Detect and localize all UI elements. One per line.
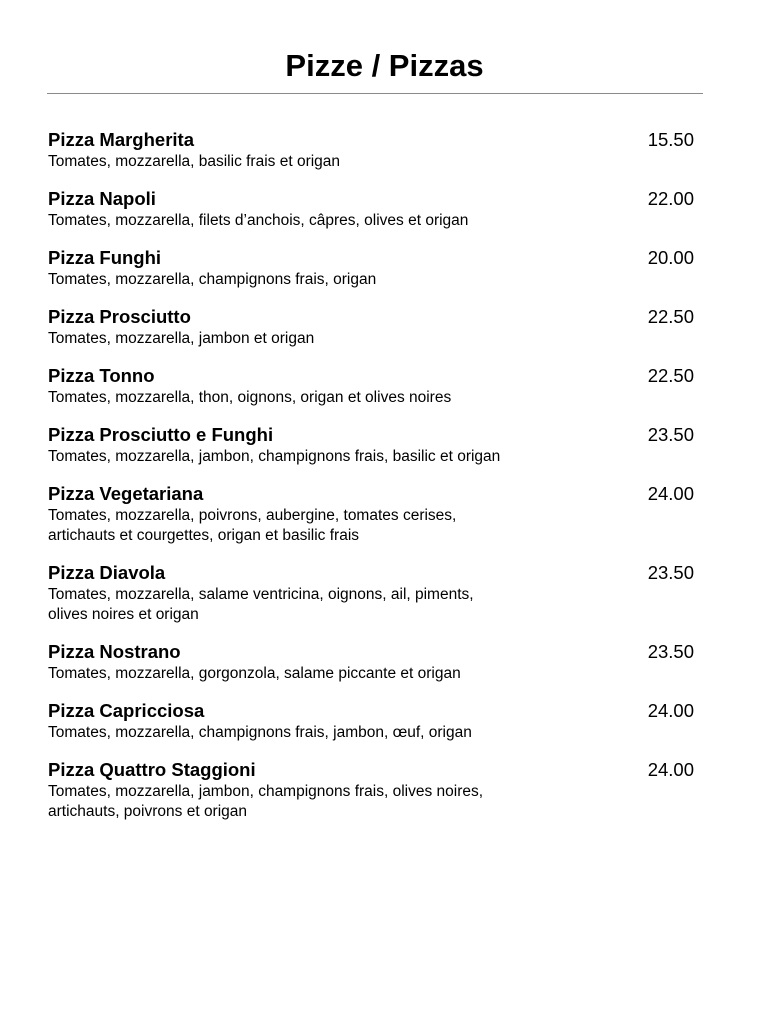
item-price: 15.50 (647, 129, 694, 150)
item-description: Tomates, mozzarella, jambon et origan (48, 330, 315, 347)
menu-item-prosciutto-e-funghi (48, 423, 694, 467)
item-price: 23.50 (647, 562, 694, 583)
menu-item-napoli (48, 187, 694, 231)
menu-item-prosciutto (48, 305, 694, 349)
item-name: Pizza Vegetariana (48, 483, 204, 504)
item-description: Tomates, mozzarella, basilic frais et origan (48, 153, 341, 170)
item-description: Tomates, mozzarella, salame ventricina, oignons, ail, piments, olives noires et origan (48, 586, 474, 623)
item-description: Tomates, mozzarella, thon, oignons, origan et olives noires (48, 389, 452, 406)
item-price: 23.50 (647, 641, 694, 662)
item-name: Pizza Diavola (48, 562, 166, 583)
item-name: Pizza Napoli (48, 188, 156, 209)
item-name: Pizza Margherita (48, 129, 194, 150)
item-name: Pizza Nostrano (48, 641, 181, 662)
item-description: Tomates, mozzarella, poivrons, aubergine, tomates cerises, artichauts et courgettes, origan et basilic frais (48, 507, 457, 544)
menu-item-capricciosa (48, 699, 694, 743)
item-price: 22.50 (647, 306, 694, 327)
item-price: 23.50 (647, 424, 694, 445)
item-description: Tomates, mozzarella, champignons frais, jambon, œuf, origan (48, 724, 472, 741)
title-divider (47, 93, 703, 94)
page-title: Pizze / Pizzas (285, 48, 484, 83)
item-description: Tomates, mozzarella, gorgonzola, salame piccante et origan (48, 665, 461, 682)
menu-item-nostrano (48, 640, 694, 684)
item-name: Pizza Prosciutto e Funghi (48, 424, 274, 445)
item-price: 20.00 (647, 247, 694, 268)
pizza-menu-list (48, 128, 694, 837)
menu-item-vegetariana (48, 482, 694, 546)
item-name: Pizza Quattro Staggioni (48, 759, 256, 780)
menu-item-tonno (48, 364, 694, 408)
item-description: Tomates, mozzarella, champignons frais, origan (48, 271, 377, 288)
item-price: 24.00 (647, 759, 694, 780)
menu-item-margherita (48, 128, 694, 172)
item-name: Pizza Prosciutto (48, 306, 191, 327)
item-price: 22.00 (647, 188, 694, 209)
item-description: Tomates, mozzarella, filets d’anchois, câpres, olives et origan (48, 212, 469, 229)
item-description: Tomates, mozzarella, jambon, champignons frais, basilic et origan (48, 448, 501, 465)
menu-item-diavola (48, 561, 694, 625)
item-description: Tomates, mozzarella, jambon, champignons frais, olives noires, artichauts, poivrons et origan (48, 783, 484, 820)
item-name: Pizza Funghi (48, 247, 162, 268)
menu-item-funghi (48, 246, 694, 290)
item-name: Pizza Tonno (48, 365, 155, 386)
item-price: 24.00 (647, 700, 694, 721)
menu-item-quattro-staggioni (48, 758, 694, 822)
item-name: Pizza Capricciosa (48, 700, 205, 721)
item-price: 22.50 (647, 365, 694, 386)
item-price: 24.00 (647, 483, 694, 504)
